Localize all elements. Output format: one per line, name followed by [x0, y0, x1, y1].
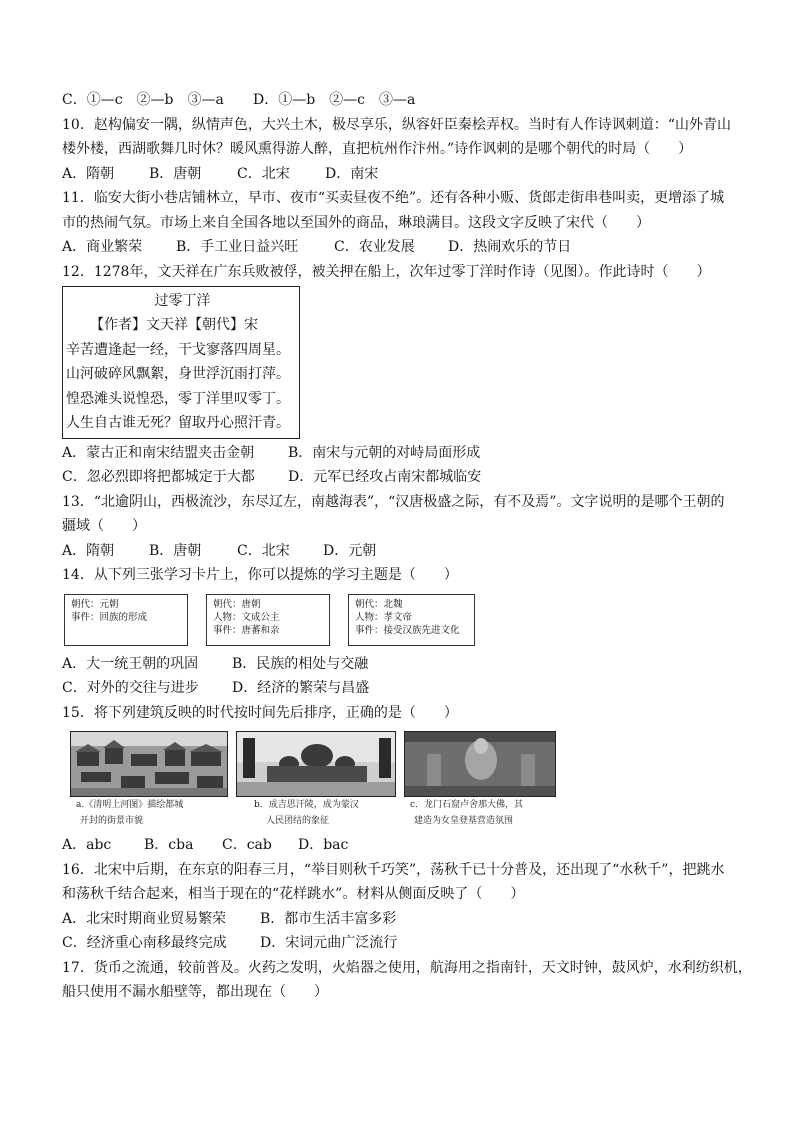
q16-options-1 [62, 907, 740, 932]
q11-options [62, 235, 740, 260]
q12-options-1 [62, 441, 740, 466]
option-d: D．经济的繁荣与昌盛 [232, 680, 370, 696]
option-c: C．农业发展 [334, 239, 415, 255]
option-a: A．abc [62, 837, 112, 853]
option-b: B．唐朝 [149, 542, 202, 559]
card-row: 事件：唐蕃和亲 [213, 624, 280, 636]
image-caption: b．成吉思汗陵，成为蒙汉 [254, 800, 359, 810]
image-c [404, 731, 556, 829]
q13-options [62, 539, 740, 564]
poem-author: 【作者】文天祥【朝代】宋 [90, 317, 258, 333]
option-a: A．北宋时期商业贸易繁荣 [62, 910, 227, 927]
q10-text-1: 10．赵构偏安一隅，纵情声色，大兴土木，极尽享乐，纵容奸臣秦桧弄权。当时有人作诗讽刺道：“山外青山 [62, 116, 731, 133]
q9-options [62, 88, 740, 113]
option-b: B．民族的相处与交融 [232, 655, 369, 672]
q10-options [62, 162, 740, 187]
exam-page [62, 88, 752, 1005]
option-c: C．①—c ②—b ③—a [62, 92, 224, 108]
image-caption: 人民团结的象征 [266, 816, 330, 826]
study-card [64, 594, 188, 646]
qingming-painting-picture [70, 731, 228, 797]
q12-text-1: 12．1278年，文天祥在广东兵败被俘，被关押在船上，次年过零丁洋时作诗（见图）。作此诗时（ ） [62, 263, 711, 280]
poem-line: 山河破碎风飘絮，身世浮沉雨打萍。 [66, 366, 290, 382]
option-d: D．热闹欢乐的节日 [448, 239, 572, 255]
card-row: 朝代：唐朝 [213, 598, 261, 610]
q17-text-1: 17．货币之流通，较前普及。火药之发明，火焰器之使用，航海用之指南针，天文时钟，鼓风炉，水利纺织机， [62, 959, 752, 976]
q15-options [62, 833, 740, 858]
q10-text-2: 楼外楼，西湖歌舞几时休？暖风熏得游人醉，直把杭州作汴州。”诗作讽刺的是哪个朝代的时局（ ） [62, 141, 693, 157]
card-row: 人物：文成公主 [213, 611, 280, 623]
option-c: C．经济重心南移最终完成 [62, 935, 227, 951]
study-cards [64, 594, 740, 646]
option-a: A．隋朝 [62, 165, 115, 182]
option-b: B．南宋与元朝的对峙局面形成 [288, 444, 481, 461]
q13-text-2: 疆域（ ） [62, 518, 146, 534]
q13-text-1: 13．“北逾阴山，西极流沙，东尽辽左，南越海表”，“汉唐极盛之际，有不及焉”。文字说明的是哪个王朝的 [62, 493, 725, 510]
option-b: B．手工业日益兴旺 [176, 239, 299, 255]
option-b: B．唐朝 [149, 165, 202, 182]
option-d: D．元朝 [323, 542, 377, 559]
building-images [70, 731, 740, 829]
option-a: A．大一统王朝的巩固 [62, 655, 199, 672]
option-c: C．忽必烈即将把都城定于大都 [62, 469, 255, 485]
image-a [70, 731, 228, 829]
option-d: D．bac [298, 837, 349, 853]
q14-options-2 [62, 676, 740, 701]
poem-line: 惶恐滩头说惶恐，零丁洋里叹零丁。 [66, 390, 290, 407]
poem-line: 辛苦遭逢起一经，干戈寥落四周星。 [66, 341, 290, 358]
option-b: B．cba [144, 837, 194, 853]
option-d: D．南宋 [325, 165, 379, 182]
option-a: A．隋朝 [62, 542, 115, 559]
option-d: D．元军已经攻占南宋都城临安 [288, 469, 482, 485]
option-a: A．商业繁荣 [62, 239, 143, 255]
card-row: 事件：回族的形成 [71, 611, 148, 623]
card-row: 朝代：元朝 [71, 598, 119, 610]
option-c: C．北宋 [237, 542, 290, 559]
q15-text-1: 15．将下列建筑反映的时代按时间先后排序，正确的是（ ） [62, 704, 458, 721]
poem-line: 人生自古谁无死？留取丹心照汗青。 [66, 415, 290, 431]
option-a: A．蒙古正和南宋结盟夹击金朝 [62, 444, 255, 461]
image-caption: 建造为女皇登基营造氛围 [414, 816, 514, 826]
q14-text-1: 14．从下列三张学习卡片上，你可以提炼的学习主题是（ ） [62, 567, 458, 583]
option-d: D．①—b ②—c ③—a [253, 92, 416, 108]
q16-options-2 [62, 931, 740, 956]
q11-text-2: 市的热闹气氛。市场上来自全国各地以至国外的商品，琳琅满目。这段文字反映了宋代（ ） [62, 214, 650, 231]
card-row: 事件：接受汉族先进文化 [355, 624, 460, 636]
poem-title: 过零丁洋 [154, 293, 211, 309]
option-d: D．宋词元曲广泛流行 [260, 935, 398, 951]
image-caption: c．龙门石窟卢舍那大佛，其 [410, 800, 524, 810]
q11-text-1: 11．临安大街小巷店铺林立，早市、夜市“买卖昼夜不绝”。还有各种小贩、货郎走街串巷叫卖，更增添了城 [62, 190, 725, 206]
option-b: B．都市生活丰富多彩 [260, 910, 397, 927]
q16-text-1: 16．北宋中后期，在东京的阳春三月，“举目则秋千巧笑”，荡秋千已十分普及，还出现了“水秋千”，把跳水 [62, 861, 725, 878]
q16-text-2: 和荡秋千结合起来，相当于现在的“花样跳水”。材料从侧面反映了（ ） [62, 886, 525, 902]
option-c: C．对外的交往与进步 [62, 680, 199, 696]
image-caption: 开封的街景市貌 [80, 816, 144, 826]
study-card [348, 594, 475, 646]
image-b [236, 731, 396, 829]
card-row: 朝代：北魏 [355, 598, 403, 610]
longmen-grottoes-picture [404, 731, 556, 797]
image-caption: a.《清明上河图》描绘都城 [76, 800, 184, 810]
q14-options-1 [62, 652, 740, 677]
study-card [206, 594, 330, 646]
option-c: C．北宋 [237, 165, 290, 182]
option-c: C．cab [222, 837, 272, 853]
card-row: 人物：孝文帝 [355, 611, 413, 623]
q17-text-2: 船只使用不漏水船壁等，都出现在（ ） [62, 984, 328, 1000]
genghis-khan-mausoleum-picture [236, 731, 396, 797]
q12-options-2 [62, 465, 740, 490]
poem-box [62, 286, 300, 439]
